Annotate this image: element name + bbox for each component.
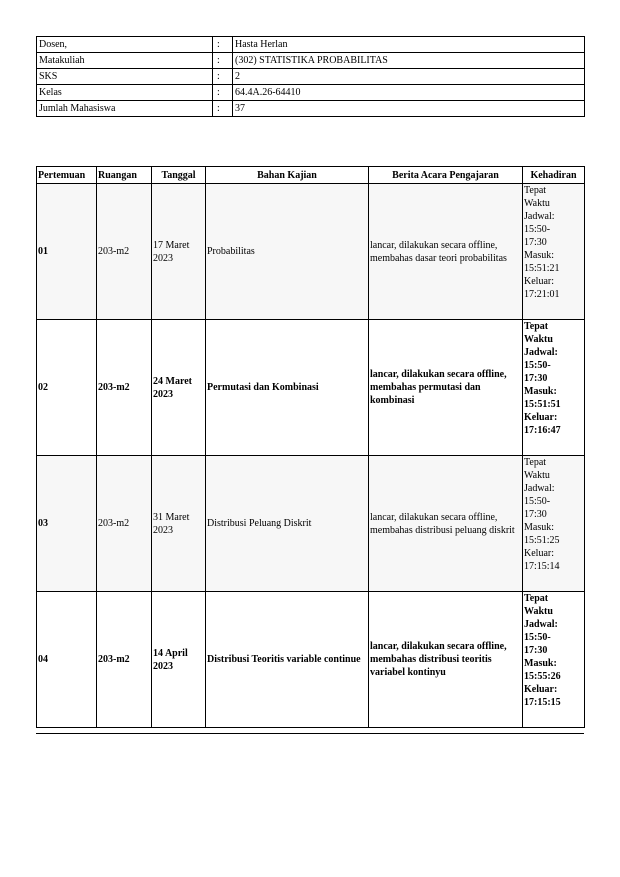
cell-berita-acara: lancar, dilakukan secara offline, membahas permutasi dan kombinasi (369, 320, 523, 456)
kehadiran-line: Keluar: (524, 276, 554, 287)
header-berita-acara: Berita Acara Pengajaran (369, 167, 523, 184)
info-row-sks (37, 69, 585, 85)
meeting-table (36, 166, 585, 728)
cell-bahan-kajian: Distribusi Teoritis variable continue (206, 592, 369, 728)
info-separator: : (213, 53, 233, 69)
kehadiran-line: 15:50- (524, 224, 551, 235)
kehadiran-line: Keluar: (524, 412, 558, 423)
info-value: Hasta Herlan (233, 37, 585, 53)
kehadiran-line: Tepat (524, 321, 549, 332)
cell-berita-acara: lancar, dilakukan secara offline, membahas distribusi peluang diskrit (369, 456, 523, 592)
cell-pertemuan: 04 (37, 592, 97, 728)
kehadiran-line: Keluar: (524, 548, 554, 559)
kehadiran-line: Jadwal: (524, 619, 558, 630)
table-row (37, 456, 585, 592)
cell-kehadiran (523, 320, 585, 456)
info-label: Jumlah Mahasiswa (37, 101, 213, 117)
kehadiran-line: Masuk: (524, 386, 557, 397)
kehadiran-line: 17:30 (524, 509, 547, 520)
kehadiran-line: 17:21:01 (524, 289, 560, 300)
table-header-row (37, 167, 585, 184)
info-separator: : (213, 101, 233, 117)
kehadiran-line: 15:55:26 (524, 671, 561, 682)
kehadiran-line: Masuk: (524, 522, 554, 533)
header-kehadiran: Kehadiran (523, 167, 585, 184)
kehadiran-line: Tepat (524, 593, 549, 604)
info-row-kelas (37, 85, 585, 101)
cell-kehadiran (523, 456, 585, 592)
cell-tanggal: 31 Maret 2023 (152, 456, 206, 592)
header-bahan-kajian: Bahan Kajian (206, 167, 369, 184)
cell-pertemuan: 02 (37, 320, 97, 456)
cell-tanggal: 14 April 2023 (152, 592, 206, 728)
table-continuation-line (36, 733, 584, 735)
info-value: (302) STATISTIKA PROBABILITAS (233, 53, 585, 69)
kehadiran-line: 17:30 (524, 645, 548, 656)
kehadiran-line: 17:30 (524, 373, 548, 384)
course-info-table (36, 36, 585, 117)
kehadiran-line: Waktu (524, 470, 550, 481)
kehadiran-line: Masuk: (524, 658, 557, 669)
kehadiran-line: 15:50- (524, 632, 551, 643)
kehadiran-line: Keluar: (524, 684, 558, 695)
header-tanggal: Tanggal (152, 167, 206, 184)
info-value: 37 (233, 101, 585, 117)
kehadiran-line: Waktu (524, 334, 553, 345)
kehadiran-line: 17:16:47 (524, 425, 561, 436)
kehadiran-line: Tepat (524, 185, 547, 196)
header-ruangan: Ruangan (97, 167, 152, 184)
cell-ruangan: 203-m2 (97, 592, 152, 728)
kehadiran-line: 17:15:15 (524, 697, 561, 708)
header-pertemuan: Pertemuan (37, 167, 97, 184)
cell-tanggal: 17 Maret 2023 (152, 184, 206, 320)
table-row (37, 320, 585, 456)
kehadiran-line: Jadwal: (524, 211, 555, 222)
cell-bahan-kajian: Permutasi dan Kombinasi (206, 320, 369, 456)
info-label: Dosen, (37, 37, 213, 53)
info-separator: : (213, 69, 233, 85)
kehadiran-line: 15:51:51 (524, 399, 561, 410)
table-row (37, 184, 585, 320)
info-separator: : (213, 37, 233, 53)
info-row-dosen (37, 37, 585, 53)
kehadiran-line: 17:15:14 (524, 561, 560, 572)
cell-pertemuan: 01 (37, 184, 97, 320)
kehadiran-line: Waktu (524, 198, 550, 209)
kehadiran-line: Jadwal: (524, 483, 555, 494)
info-label: SKS (37, 69, 213, 85)
cell-berita-acara: lancar, dilakukan secara offline, membahas distribusi teoritis variabel kontinyu (369, 592, 523, 728)
kehadiran-line: 15:50- (524, 496, 551, 507)
info-row-matakuliah (37, 53, 585, 69)
cell-ruangan: 203-m2 (97, 320, 152, 456)
cell-berita-acara: lancar, dilakukan secara offline, membahas dasar teori probabilitas (369, 184, 523, 320)
info-value: 2 (233, 69, 585, 85)
cell-bahan-kajian: Probabilitas (206, 184, 369, 320)
kehadiran-line: 17:30 (524, 237, 547, 248)
info-separator: : (213, 85, 233, 101)
cell-tanggal: 24 Maret 2023 (152, 320, 206, 456)
kehadiran-line: Masuk: (524, 250, 554, 261)
cell-kehadiran (523, 184, 585, 320)
kehadiran-line: Jadwal: (524, 347, 558, 358)
info-value: 64.4A.26-64410 (233, 85, 585, 101)
kehadiran-line: Waktu (524, 606, 553, 617)
cell-pertemuan: 03 (37, 456, 97, 592)
cell-ruangan: 203-m2 (97, 184, 152, 320)
kehadiran-line: 15:50- (524, 360, 551, 371)
cell-ruangan: 203-m2 (97, 456, 152, 592)
kehadiran-line: Tepat (524, 457, 547, 468)
cell-bahan-kajian: Distribusi Peluang Diskrit (206, 456, 369, 592)
kehadiran-line: 15:51:25 (524, 535, 560, 546)
cell-kehadiran (523, 592, 585, 728)
table-row (37, 592, 585, 728)
info-label: Kelas (37, 85, 213, 101)
info-row-jumlah-mahasiswa (37, 101, 585, 117)
info-label: Matakuliah (37, 53, 213, 69)
kehadiran-line: 15:51:21 (524, 263, 560, 274)
